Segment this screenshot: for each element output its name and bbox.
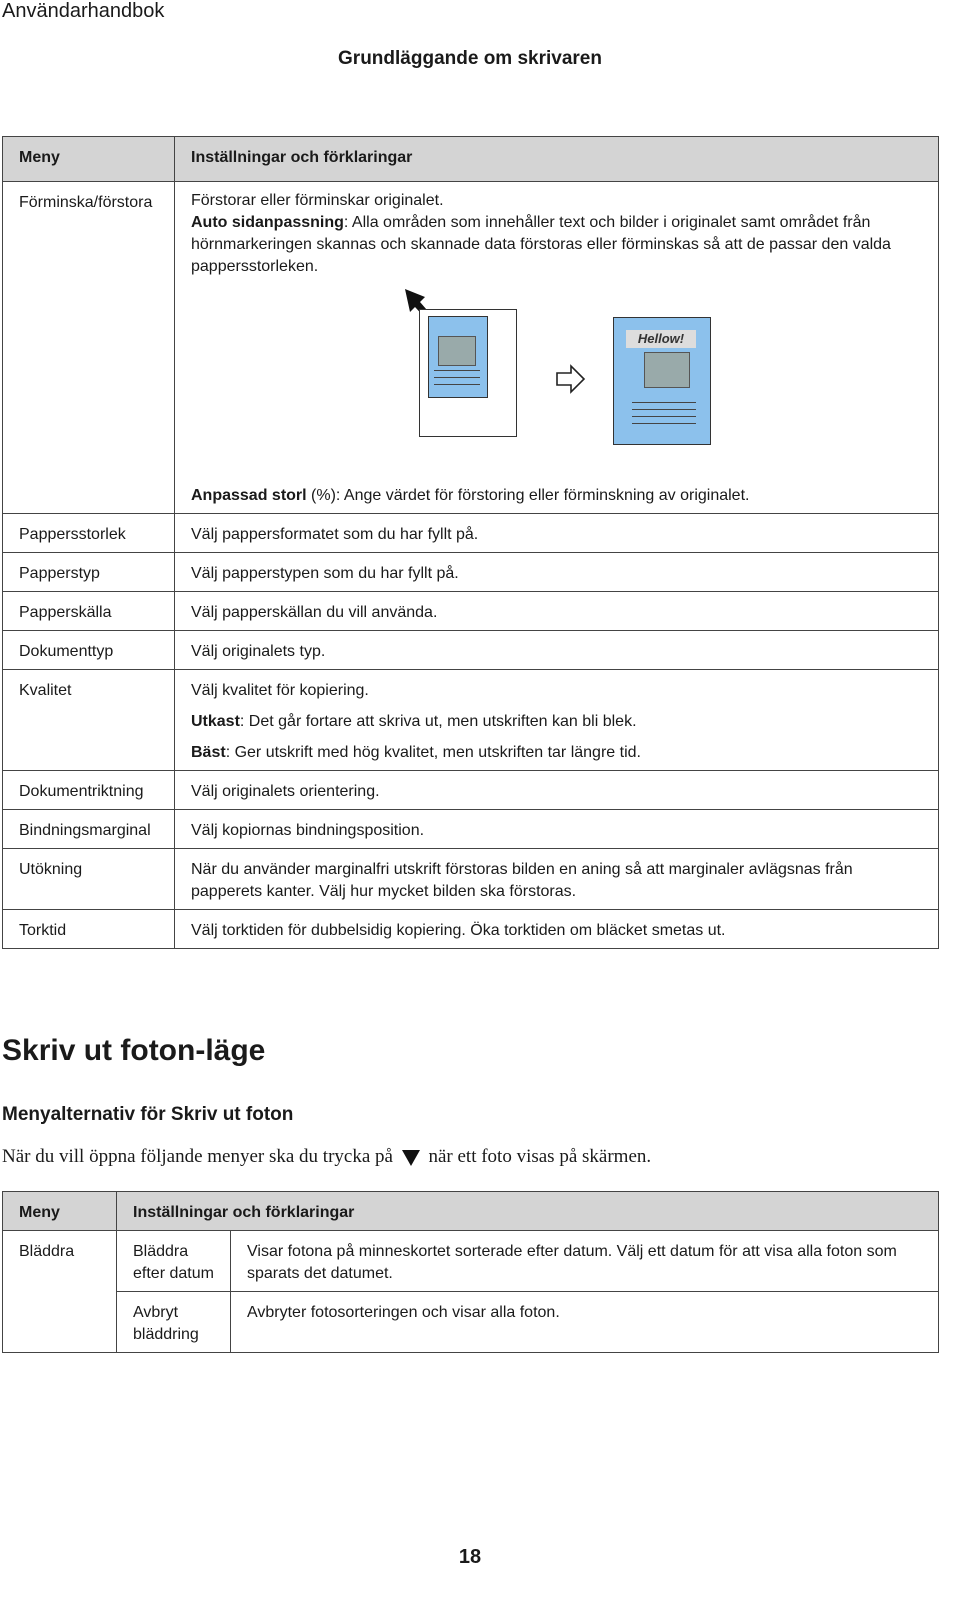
page-number: 18: [458, 1546, 482, 1568]
option-text: (%): Ange värdet för förstoring eller förminskning av originalet.: [306, 487, 750, 504]
intro-before: När du vill öppna följande menyer ska du trycka på: [2, 1146, 393, 1167]
desc-cell: [175, 182, 939, 514]
option-text: : Ger utskrift med hög kvalitet, men utskriften tar längre tid.: [225, 744, 641, 761]
down-triangle-icon: [402, 1150, 420, 1166]
settings-table: [2, 136, 939, 949]
menu-cell: Papperskälla: [3, 592, 175, 631]
desc-cell: Avbryter fotosorteringen och visar alla foton.: [231, 1292, 939, 1353]
intro-after: när ett foto visas på skärmen.: [428, 1146, 652, 1167]
table-row: [3, 771, 939, 810]
desc-cell: När du använder marginalfri utskrift förstoras bilden en aning så att marginaler avlägsnas från papperets kanter. Välj hur mycket bilden ska förstoras.: [175, 849, 939, 910]
menu-cell: Torktid: [3, 910, 175, 949]
option-name: Utkast: [191, 713, 240, 730]
option-name: Anpassad storl: [191, 487, 307, 504]
menu-cell: Kvalitet: [3, 670, 175, 771]
table-row: [3, 514, 939, 553]
desc-cell: Välj torktiden för dubbelsidig kopiering. Öka torktiden om bläcket smetas ut.: [175, 910, 939, 949]
table-row: [3, 182, 939, 514]
desc-text: Förstorar eller förminskar originalet.: [191, 192, 444, 209]
desc-cell: Välj papperstypen som du har fyllt på.: [175, 553, 939, 592]
arrow-right-icon: [555, 363, 587, 395]
hello-label-large: Hellow!: [626, 330, 696, 348]
document-title: Användarhandbok: [2, 0, 165, 22]
desc-cell: Visar fotona på minneskortet sorterade efter datum. Välj ett datum för att visa alla foton som sparats det datumet.: [231, 1231, 939, 1292]
desc-cell: [175, 670, 939, 771]
photo-menu-table: [2, 1191, 939, 1353]
desc-cell: Välj originalets typ.: [175, 631, 939, 670]
option-name: Bäst: [191, 744, 226, 761]
text-lines: [632, 402, 696, 430]
desc-text: [191, 711, 926, 733]
table-row: [3, 810, 939, 849]
table-header-row: [3, 1192, 939, 1231]
photo-image: [644, 352, 690, 388]
original-page: [419, 309, 517, 437]
menu-cell: Utökning: [3, 849, 175, 910]
subsection-heading: Menyalternativ för Skriv ut foton: [2, 1104, 294, 1125]
section-heading: Skriv ut foton-läge: [2, 1034, 266, 1067]
section-title: Grundläggande om skrivaren: [338, 48, 602, 69]
menu-cell: Förminska/förstora: [3, 182, 175, 514]
option-name: Auto sidanpassning: [191, 214, 344, 231]
menu-cell: Bindningsmarginal: [3, 810, 175, 849]
desc-text: [191, 212, 926, 278]
desc-text: [191, 485, 926, 507]
option-cell: Bläddra efter datum: [117, 1231, 231, 1292]
desc-text: [191, 742, 926, 764]
table-row: [3, 1292, 939, 1353]
table-row: [3, 670, 939, 771]
desc-cell: Välj originalets orientering.: [175, 771, 939, 810]
menu-cell: Dokumentriktning: [3, 771, 175, 810]
header-settings: Inställningar och förklaringar: [117, 1192, 939, 1231]
menu-cell: Papperstyp: [3, 553, 175, 592]
option-text: : Alla områden som innehåller text och bilder i originalet samt området från hörnmarkeringen skannas och skannade data förstoras eller förminskas så att de passar den valda pappersstorleken.: [191, 214, 891, 275]
table-row: [3, 910, 939, 949]
desc-cell: Välj papperskällan du vill använda.: [175, 592, 939, 631]
desc-text: Välj kvalitet för kopiering.: [191, 682, 369, 699]
table-row: [3, 631, 939, 670]
option-cell: Avbryt bläddring: [117, 1292, 231, 1353]
menu-cell: Bläddra: [3, 1231, 117, 1353]
text-lines: [434, 370, 480, 391]
photo-image: [438, 336, 476, 366]
menu-cell: Pappersstorlek: [3, 514, 175, 553]
resize-illustration: [191, 287, 911, 477]
desc-cell: Välj pappersformatet som du har fyllt på.: [175, 514, 939, 553]
table-row: [3, 1231, 939, 1292]
table-row: [3, 553, 939, 592]
header-menu: Meny: [3, 1192, 117, 1231]
header-settings: Inställningar och förklaringar: [175, 137, 939, 182]
enlarged-page: [613, 317, 711, 445]
header-menu: Meny: [3, 137, 175, 182]
table-header-row: [3, 137, 939, 182]
table-row: [3, 592, 939, 631]
option-text: : Det går fortare att skriva ut, men utskriften kan bli blek.: [239, 713, 637, 730]
desc-cell: Välj kopiornas bindningsposition.: [175, 810, 939, 849]
intro-text: [2, 1146, 651, 1168]
table-row: [3, 849, 939, 910]
menu-cell: Dokumenttyp: [3, 631, 175, 670]
